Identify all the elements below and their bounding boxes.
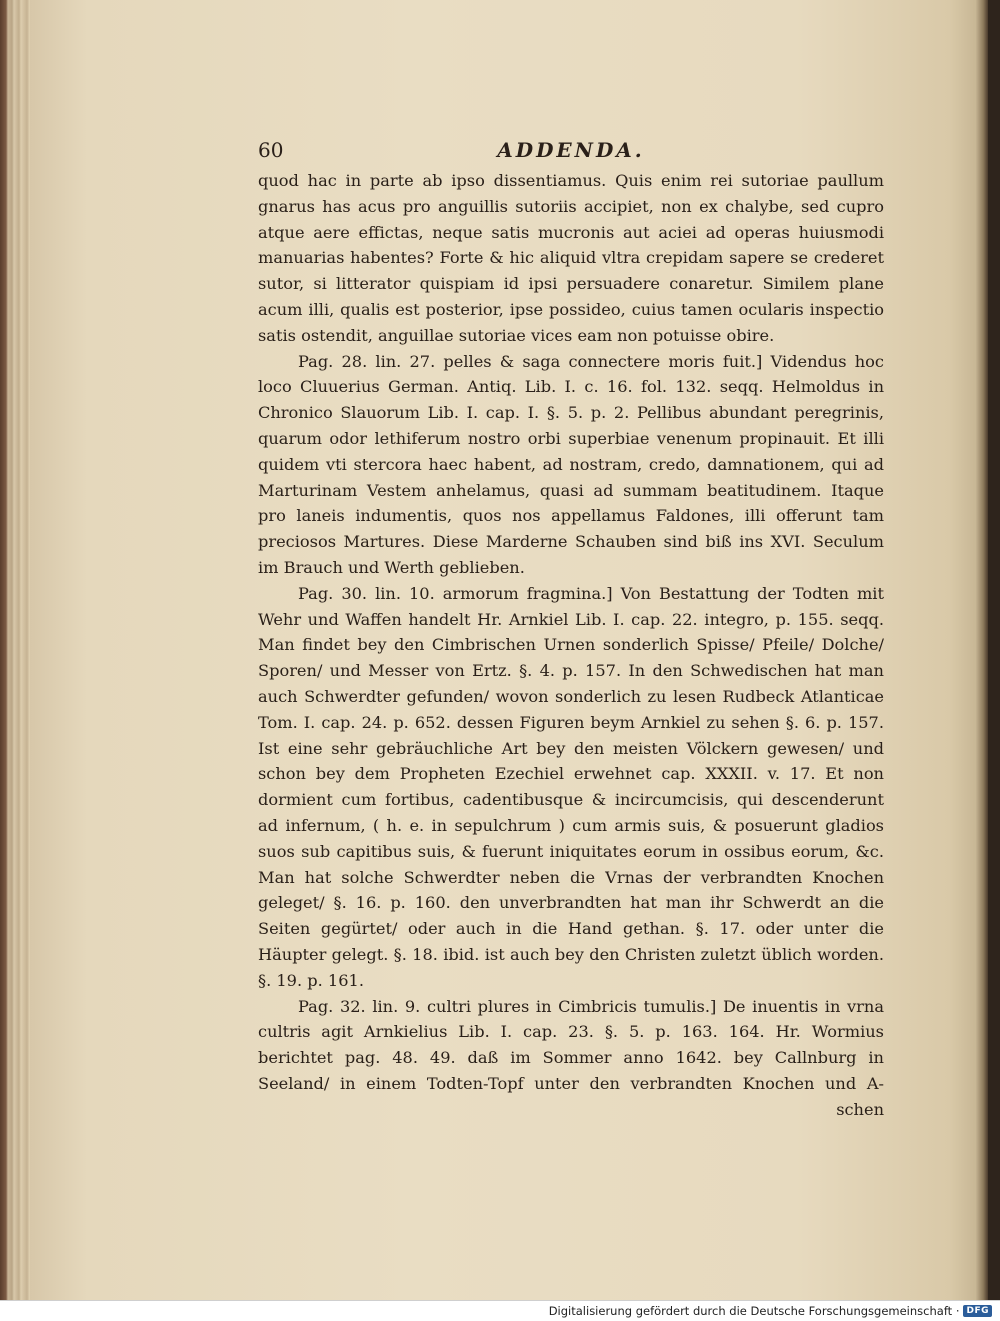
paragraph-1: quod hac in parte ab ipso dissentiamus. Quis enim rei sutoriae paullum gnarus has acus pro anguillis sutoriis accipiet, non ex chalybe, sed cupro atque aere effictas, neque satis mucronis aut aciei ad operas huiusmodi manuarias habentes? Forte & hic aliquid vltra crepidam sapere se crederet sutor, si litterator quispiam id ipsi persuadere conaretur. Similem plane acum illi, qualis est posterior, ipse possideo, cuius tamen ocularis inspectio satis ostendit, anguillae sutoriae vices eam non potuisse obire. <box>258 171 884 345</box>
page-gutter <box>976 0 988 1300</box>
paragraph-2: Pag. 28. lin. 27. pelles & saga connectere moris fuit.] Videndus hoc loco Cluuerius German. Antiq. Lib. I. c. 16. fol. 132. seqq. Helmoldus in Chronico Slauorum Lib. I. cap. I. §. 5. p. 2. Pellibus abundant peregrinis, quarum odor lethiferum nostro orbi superbiae venenum propinauit. Et illi quidem vti stercora haec habent, ad nostram, credo, damnationem, qui ad Marturinam Vestem anhelamus, quasi ad summam beatitudinem. Itaque pro laneis indumentis, quos nos appellamus Faldones, illi offerunt tam preciosos Martures. Diese Marderne Schauben sind biß ins XVI. Seculum im Brauch und Werth geblieben. <box>258 351 884 577</box>
page-header <box>258 138 884 168</box>
paragraph-4: Pag. 32. lin. 9. cultri plures in Cimbricis tumulis.] De inuentis in vrna cultris agit Arnkielius Lib. I. cap. 23. §. 5. p. 163. 164. Hr. Wormius berichtet pag. 48. 49. daß im Sommer anno 1642. bey Callnburg in Seeland/ in einem Todten-Topf unter den verbrandten Knochen und A- <box>258 996 884 1093</box>
footer-credit: Digitalisierung gefördert durch die Deutsche Forschungsgemeinschaft · <box>548 1304 960 1318</box>
page-number: 60 <box>258 138 284 162</box>
digitization-footer <box>0 1300 1000 1321</box>
paragraph-3: Pag. 30. lin. 10. armorum fragmina.] Von Bestattung der Todten mit Wehr und Waffen handelt Hr. Arnkiel Lib. I. cap. 22. integro, p. 155. seqq. Man findet bey den Cimbrischen Urnen sonderlich Spisse/ Pfeile/ Dolche/ Sporen/ und Messer von Ertz. §. 4. p. 157. In den Schwedischen hat man auch Schwerdter gefunden/ wovon sonderlich zu lesen Rudbeck Atlanticae Tom. I. cap. 24. p. 652. dessen Figuren beym Arnkiel zu sehen §. 6. p. 157. Ist eine sehr gebräuchliche Art bey den meisten Völckern gewesen/ und schon bey dem Propheten Ezechiel erwehnet cap. XXXII. v. 17. Et non dormient cum fortibus, cadentibusque & incircumcisis, qui descenderunt ad infernum, ( h. e. in sepulchrum ) cum armis suis, & posuerunt gladios suos sub capitibus suis, & fuerunt iniquitates eorum in ossibus eorum, &c. Man hat solche Schwerdter neben die Vrnas der verbrandten Knochen geleget/ §. 16. p. 160. den unverbrandten hat man ihr Schwerdt an die Seiten gegürtet/ oder auch in die Hand gethan. §. 17. oder unter die Häupter gelegt. §. 18. ibid. ist auch bey den Christen zuletzt üblich worden. §. 19. p. 161. <box>258 583 884 990</box>
dfg-logo-icon: DFG <box>963 1305 992 1317</box>
catchword: schen <box>836 1099 884 1119</box>
page-edges <box>0 0 34 1300</box>
page-text-block <box>258 138 884 1122</box>
running-title: ADDENDA. <box>497 138 645 162</box>
